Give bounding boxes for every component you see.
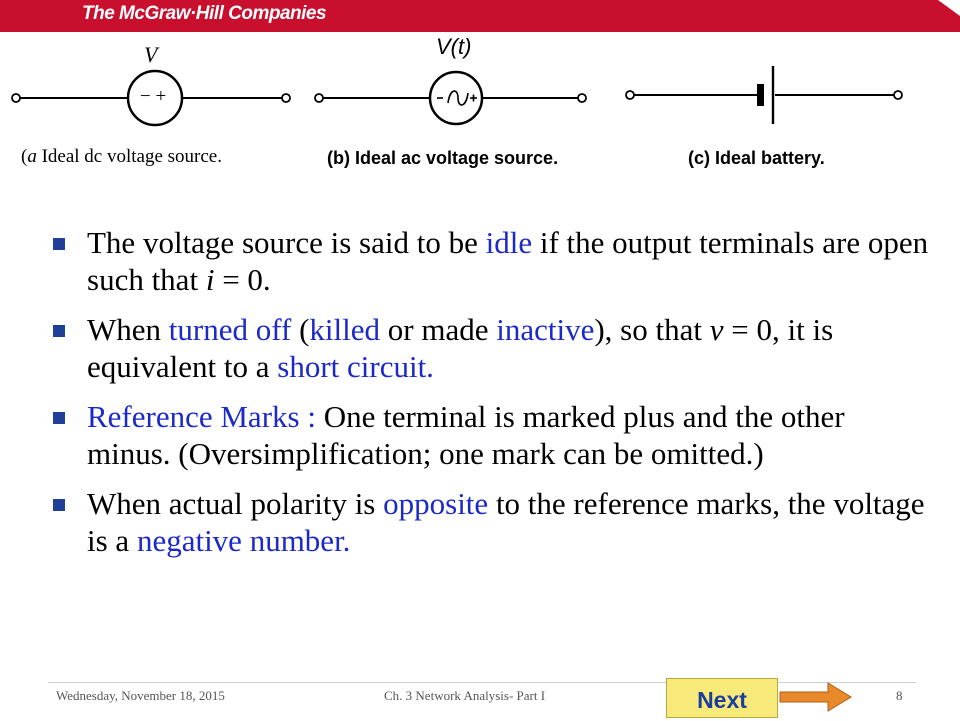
- page-number: 8: [896, 688, 903, 703]
- figure-c-caption: (c) Ideal battery.: [688, 148, 825, 168]
- bullet-text-segment: The voltage source is said to be: [87, 225, 486, 260]
- bullet-text-segment: ), so that: [594, 312, 710, 347]
- bullet-item: [52, 311, 932, 385]
- banner-corner: [938, 0, 960, 16]
- bullet-text-segment: killed: [309, 312, 381, 347]
- bullet-text-segment: (: [291, 312, 310, 347]
- bullet-list: [52, 224, 932, 572]
- bullet-text-segment: When actual polarity is: [87, 486, 384, 521]
- bullet-text-segment: i: [205, 262, 215, 297]
- bullet-text-segment: = 0.: [214, 262, 271, 297]
- bullet-item: [52, 224, 932, 298]
- bullet-square-icon: [53, 412, 65, 424]
- bullet-text-segment: idle: [485, 225, 533, 260]
- figure-b-caption: (b) Ideal ac voltage source.: [327, 148, 559, 168]
- bullet-text-segment: Reference Marks :: [87, 399, 316, 434]
- bullet-text-segment: opposite: [383, 486, 489, 521]
- footer-date: Wednesday, November 18, 2015: [56, 688, 225, 703]
- bullet-square-icon: [53, 499, 65, 511]
- bullet-square-icon: [53, 238, 65, 250]
- publisher-logo: The McGraw·Hill Companies: [82, 3, 327, 24]
- next-arrow-icon[interactable]: [778, 680, 854, 714]
- bullet-text-segment: v: [709, 312, 724, 347]
- bullet-text-segment: inactive: [496, 312, 595, 347]
- footer-chapter: Ch. 3 Network Analysis- Part I: [384, 688, 546, 703]
- figure-a-voltage-label: V: [144, 42, 158, 67]
- figure-b-voltage-label: V(t): [436, 34, 472, 59]
- next-button[interactable]: Next: [666, 678, 778, 718]
- bullet-text-segment: When: [87, 312, 169, 347]
- figure-a-polarity-signs: − +: [140, 86, 167, 107]
- bullet-square-icon: [53, 325, 65, 337]
- bullet-text-segment: or made: [380, 312, 497, 347]
- bullet-text-segment: short circuit.: [277, 349, 434, 384]
- bullet-text-segment: negative number.: [136, 523, 351, 558]
- figure-a-caption: (a Ideal dc voltage source.: [21, 146, 222, 167]
- bullet-item: [52, 485, 932, 559]
- bullet-text-segment: One terminal is marked plus and the other minus. (Oversimplification; one mark can be omitted.): [87, 399, 845, 471]
- figure-battery: [620, 36, 920, 146]
- bullet-text-segment: to the reference marks, the voltage is a: [87, 486, 925, 558]
- publisher-banner: [0, 0, 960, 32]
- bullet-text-segment: if the output terminals are open such that: [87, 225, 929, 297]
- bullet-text-segment: = 0, it is equivalent to a: [87, 312, 834, 384]
- bullet-text-segment: turned off: [168, 312, 292, 347]
- bullet-item: [52, 398, 932, 472]
